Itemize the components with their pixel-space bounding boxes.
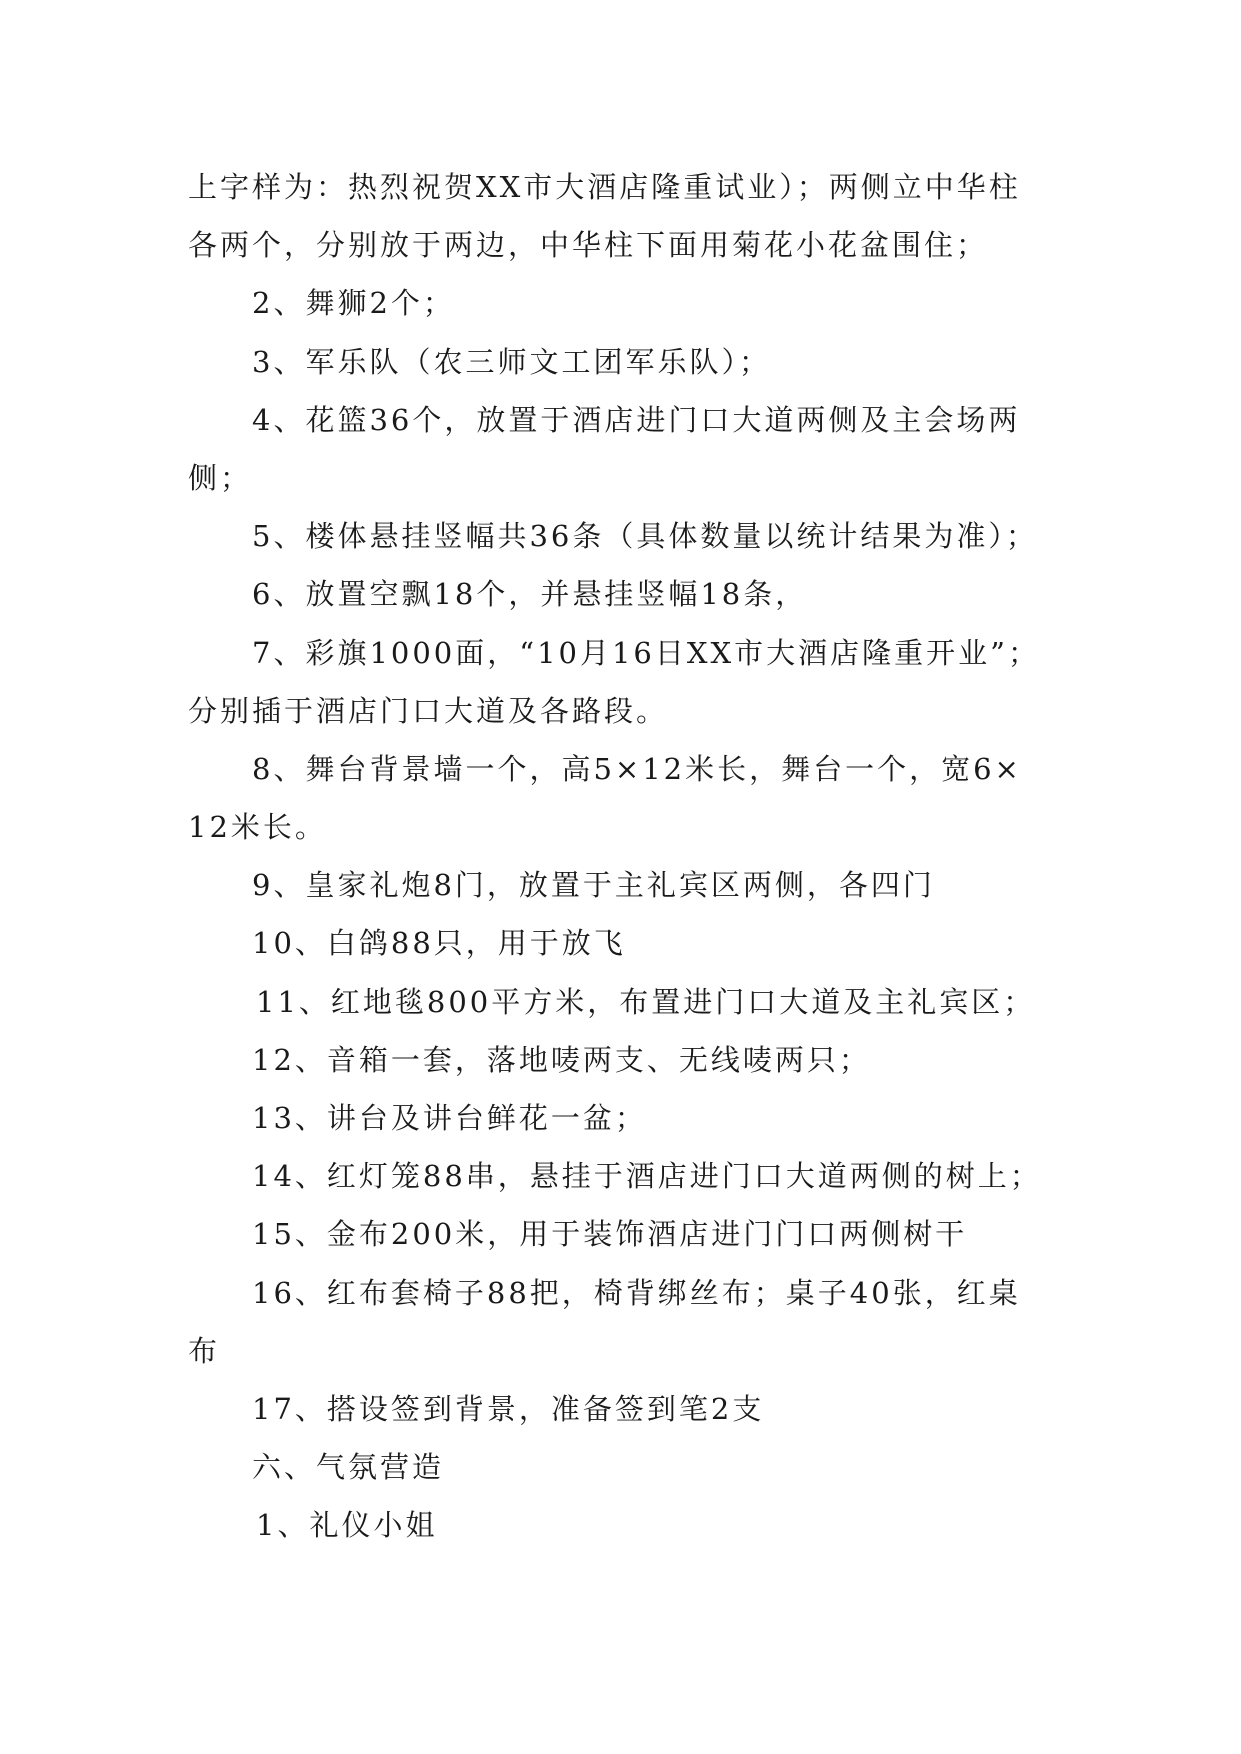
list-item: 7、彩旗1000面，“10月16日XX市大酒店隆重开业”； — [252, 635, 1040, 670]
list-item: 16、红布套椅子88把，椅背绑丝布；桌子40张，红桌 — [252, 1275, 1021, 1310]
list-item: 10、白鸽88只，用于放飞 — [252, 926, 626, 961]
list-item: 6、放置空飘18个，并悬挂竖幅18条， — [252, 577, 808, 612]
list-item: 1、礼仪小姐 — [256, 1508, 438, 1543]
section-heading: 六、气氛营造 — [252, 1450, 445, 1485]
list-item: 14、红灯笼88串，悬挂于酒店进门口大道两侧的树上； — [252, 1159, 1042, 1194]
list-item: 4、花篮36个，放置于酒店进门口大道两侧及主会场两 — [252, 402, 1021, 437]
list-item: 8、舞台背景墙一个，高5×12米长，舞台一个，宽6× — [252, 751, 1022, 786]
list-item: 15、金布200米，用于装饰酒店进门门口两侧树干 — [252, 1217, 968, 1252]
text-line: 12米长。 — [188, 810, 327, 845]
text-line: 分别插于酒店门口大道及各路段。 — [188, 693, 669, 728]
text-line: 布 — [188, 1333, 221, 1368]
list-item: 5、楼体悬挂竖幅共36条（具体数量以统计结果为准）； — [252, 519, 1038, 554]
list-item: 11、红地毯800平方米，布置进门口大道及主礼宾区； — [256, 984, 1036, 1019]
list-item: 13、讲台及讲台鲜花一盆； — [252, 1101, 647, 1135]
list-item: 2、舞狮2个； — [252, 286, 455, 321]
document-body — [188, 158, 1078, 1555]
list-item: 12、音箱一套，落地唛两支、无线唛两只； — [252, 1042, 871, 1077]
list-item: 3、军乐队（农三师文工团军乐队）； — [252, 344, 771, 379]
list-item: 17、搭设签到背景，准备签到笔2支 — [252, 1391, 765, 1426]
text-line: 侧； — [188, 460, 253, 495]
list-item: 9、皇家礼炮8门，放置于主礼宾区两侧，各四门 — [252, 868, 935, 903]
text-line: 上字样为：热烈祝贺XX市大酒店隆重试业）；两侧立中华柱 — [188, 170, 1021, 204]
text-line: 各两个，分别放于两边，中华柱下面用菊花小花盆围住； — [188, 228, 989, 263]
